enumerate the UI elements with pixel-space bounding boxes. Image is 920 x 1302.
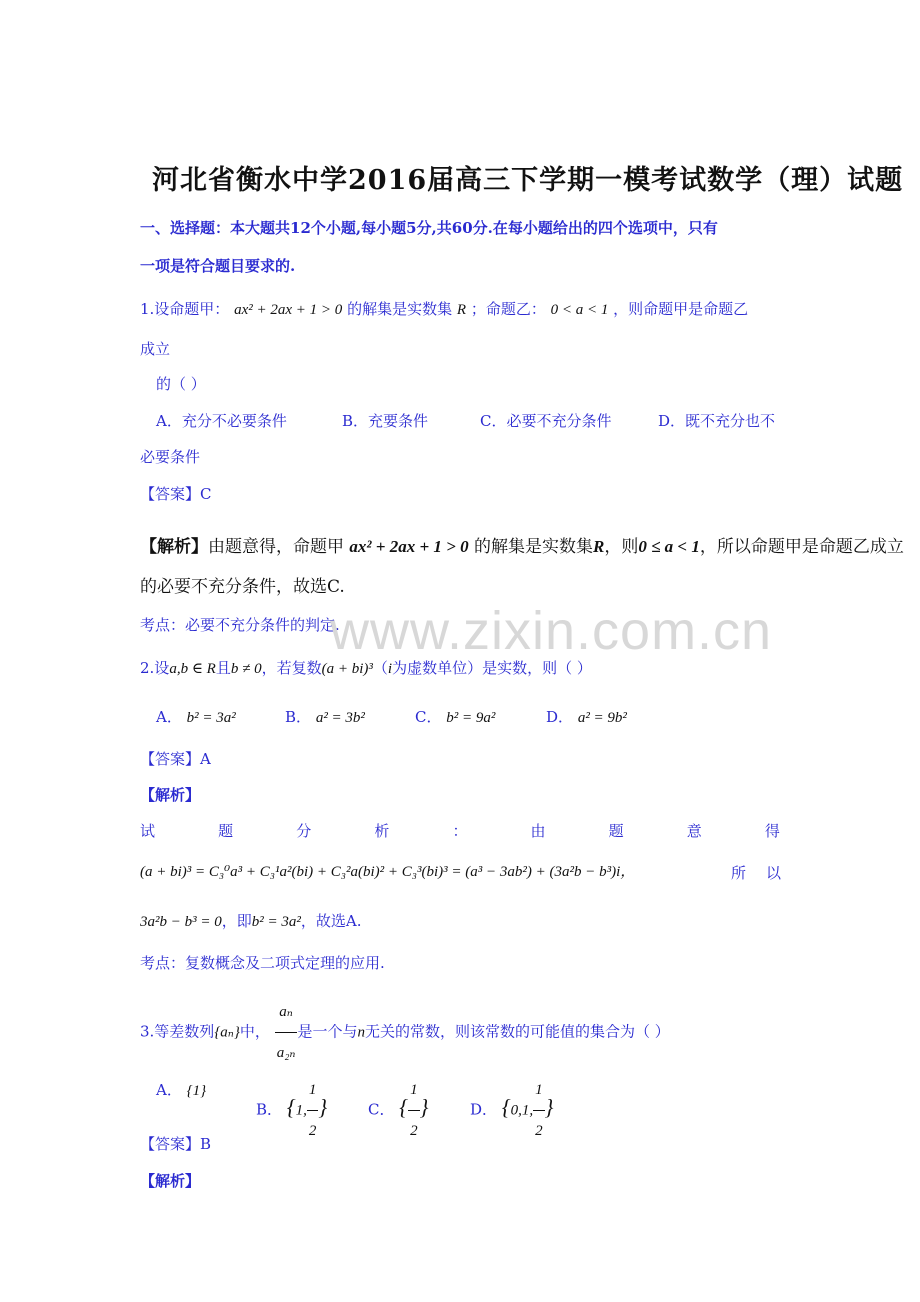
q2-t4: 为虚数单位）是实数，则（ ） (392, 659, 592, 677)
question-3: 3.等差数列{aₙ}中， $\frac{\text{aₙ}}{\text{a₂ₙ}}$ 是一个与n无关的常数，则该常数的可能值的集合为（ ） (140, 992, 670, 1073)
q3-option-b: B． {1, $\frac{1}{2}$ } (256, 1070, 327, 1151)
q1-mid: 的解集是实数集 (347, 300, 453, 318)
q1-prefix: 1.设命题甲： (140, 300, 230, 318)
q1-jx-math2: 0 ≤ a < 1 (638, 537, 700, 556)
q1-explanation-line1 (140, 532, 904, 557)
q1-R: R (456, 302, 467, 318)
q2-jx-spread-line: 试 题 分 析 ： 由 题 意 得 (140, 822, 780, 840)
q1-suffix: ，则命题甲是命题乙 (613, 300, 749, 318)
q2-math-cube: (a + bi)³ (321, 661, 373, 677)
q2-option-b: B． a² = 3b² (285, 708, 365, 726)
q1-jx-label: 【解析】 (140, 537, 208, 557)
q1-math-range: 0 < a < 1 (550, 302, 609, 318)
q2-answer: 【答案】A (140, 750, 211, 768)
q1-jx-t2: 的解集是实数集 (473, 537, 593, 557)
page-title: 河北省衡水中学2016届高三下学期一模考试数学（理）试题 (152, 165, 904, 196)
q2-option-d: D． a² = 9b² (546, 708, 627, 726)
q1-math-ineq: ax² + 2ax + 1 > 0 (234, 302, 343, 318)
q2-jx-label: 【解析】 (140, 786, 201, 804)
q3-answer: 【答案】B (140, 1135, 212, 1153)
q2-jx-line3: 3a²b − b³ = 0，即b² = 3a²，故选A. (140, 912, 362, 930)
section-header-line1: 一、选择题：本大题共12个小题,每小题5分,共60分.在每小题给出的四个选项中，只有 (140, 219, 718, 237)
q2-math-set: a,b ∈ R (169, 661, 216, 677)
q1-option-c: C．必要不充分条件 (480, 412, 612, 430)
q2-binomial-expansion: (a + bi)³ = C₃⁰a³ + C₃¹a²(bi) + C₃²a(bi)² + C₃³(bi)³ = (a³ − 3ab²) + (3a²b − b³)i， (140, 864, 636, 880)
q2-t3: （ (372, 659, 388, 677)
q1-kaodian: 考点：必要不充分条件的判定. (140, 616, 340, 634)
q3-fraction: $\frac{\text{aₙ}}{\text{a₂ₙ}}$ (275, 992, 298, 1073)
q1-explanation-line2: 的必要不充分条件，故选C. (140, 577, 345, 597)
watermark: www.zixin.com.cn (330, 601, 773, 661)
q1-jx-R: R (592, 537, 605, 556)
question-1-line1 (140, 298, 748, 319)
q1-option-d: D．既不充分也不 (658, 412, 776, 430)
q2-math-neq: b ≠ 0 (230, 661, 262, 677)
q2-prefix: 2.设 (140, 659, 170, 677)
section-header-line2: 一项是符合题目要求的. (140, 257, 296, 275)
q2-t2: ，若复数 (261, 659, 322, 677)
q3-option-a: A． {1} (156, 1081, 207, 1099)
q1-jx-math: ax² + 2ax + 1 > 0 (349, 537, 469, 556)
question-2 (140, 657, 592, 678)
q1-mid2: ；命题乙： (470, 300, 546, 318)
q1-jx-t4: ，所以命题甲是命题乙成立 (699, 537, 904, 557)
q2-t1: 且 (215, 659, 231, 677)
q2-option-c: C． b² = 9a² (415, 708, 496, 726)
q2-option-a: A． b² = 3a² (156, 708, 236, 726)
q1-option-a: A．充分不必要条件 (156, 412, 287, 430)
q1-option-d-cont: 必要条件 (140, 448, 201, 466)
q3-option-c: C． { $\frac{1}{2}$ } (368, 1070, 428, 1151)
q2-yi: 以 (766, 864, 782, 882)
q3-option-d: D． {0,1, $\frac{1}{2}$ } (470, 1070, 553, 1151)
q1-option-b: B．充要条件 (342, 412, 429, 430)
q2-kaodian: 考点：复数概念及二项式定理的应用. (140, 954, 385, 972)
q3-jx-label: 【解析】 (140, 1172, 201, 1190)
question-1-line3: 的（ ） (156, 375, 206, 393)
q2-math-i: i (387, 661, 393, 677)
question-1-line2: 成立 (140, 340, 171, 358)
q1-answer: 【答案】C (140, 485, 212, 503)
q2-jx-equation (140, 860, 635, 881)
q1-jx-t1: 由题意得，命题甲 (208, 537, 344, 557)
q1-jx-t3: ，则 (604, 537, 639, 557)
q2-suo: 所 (731, 864, 747, 882)
